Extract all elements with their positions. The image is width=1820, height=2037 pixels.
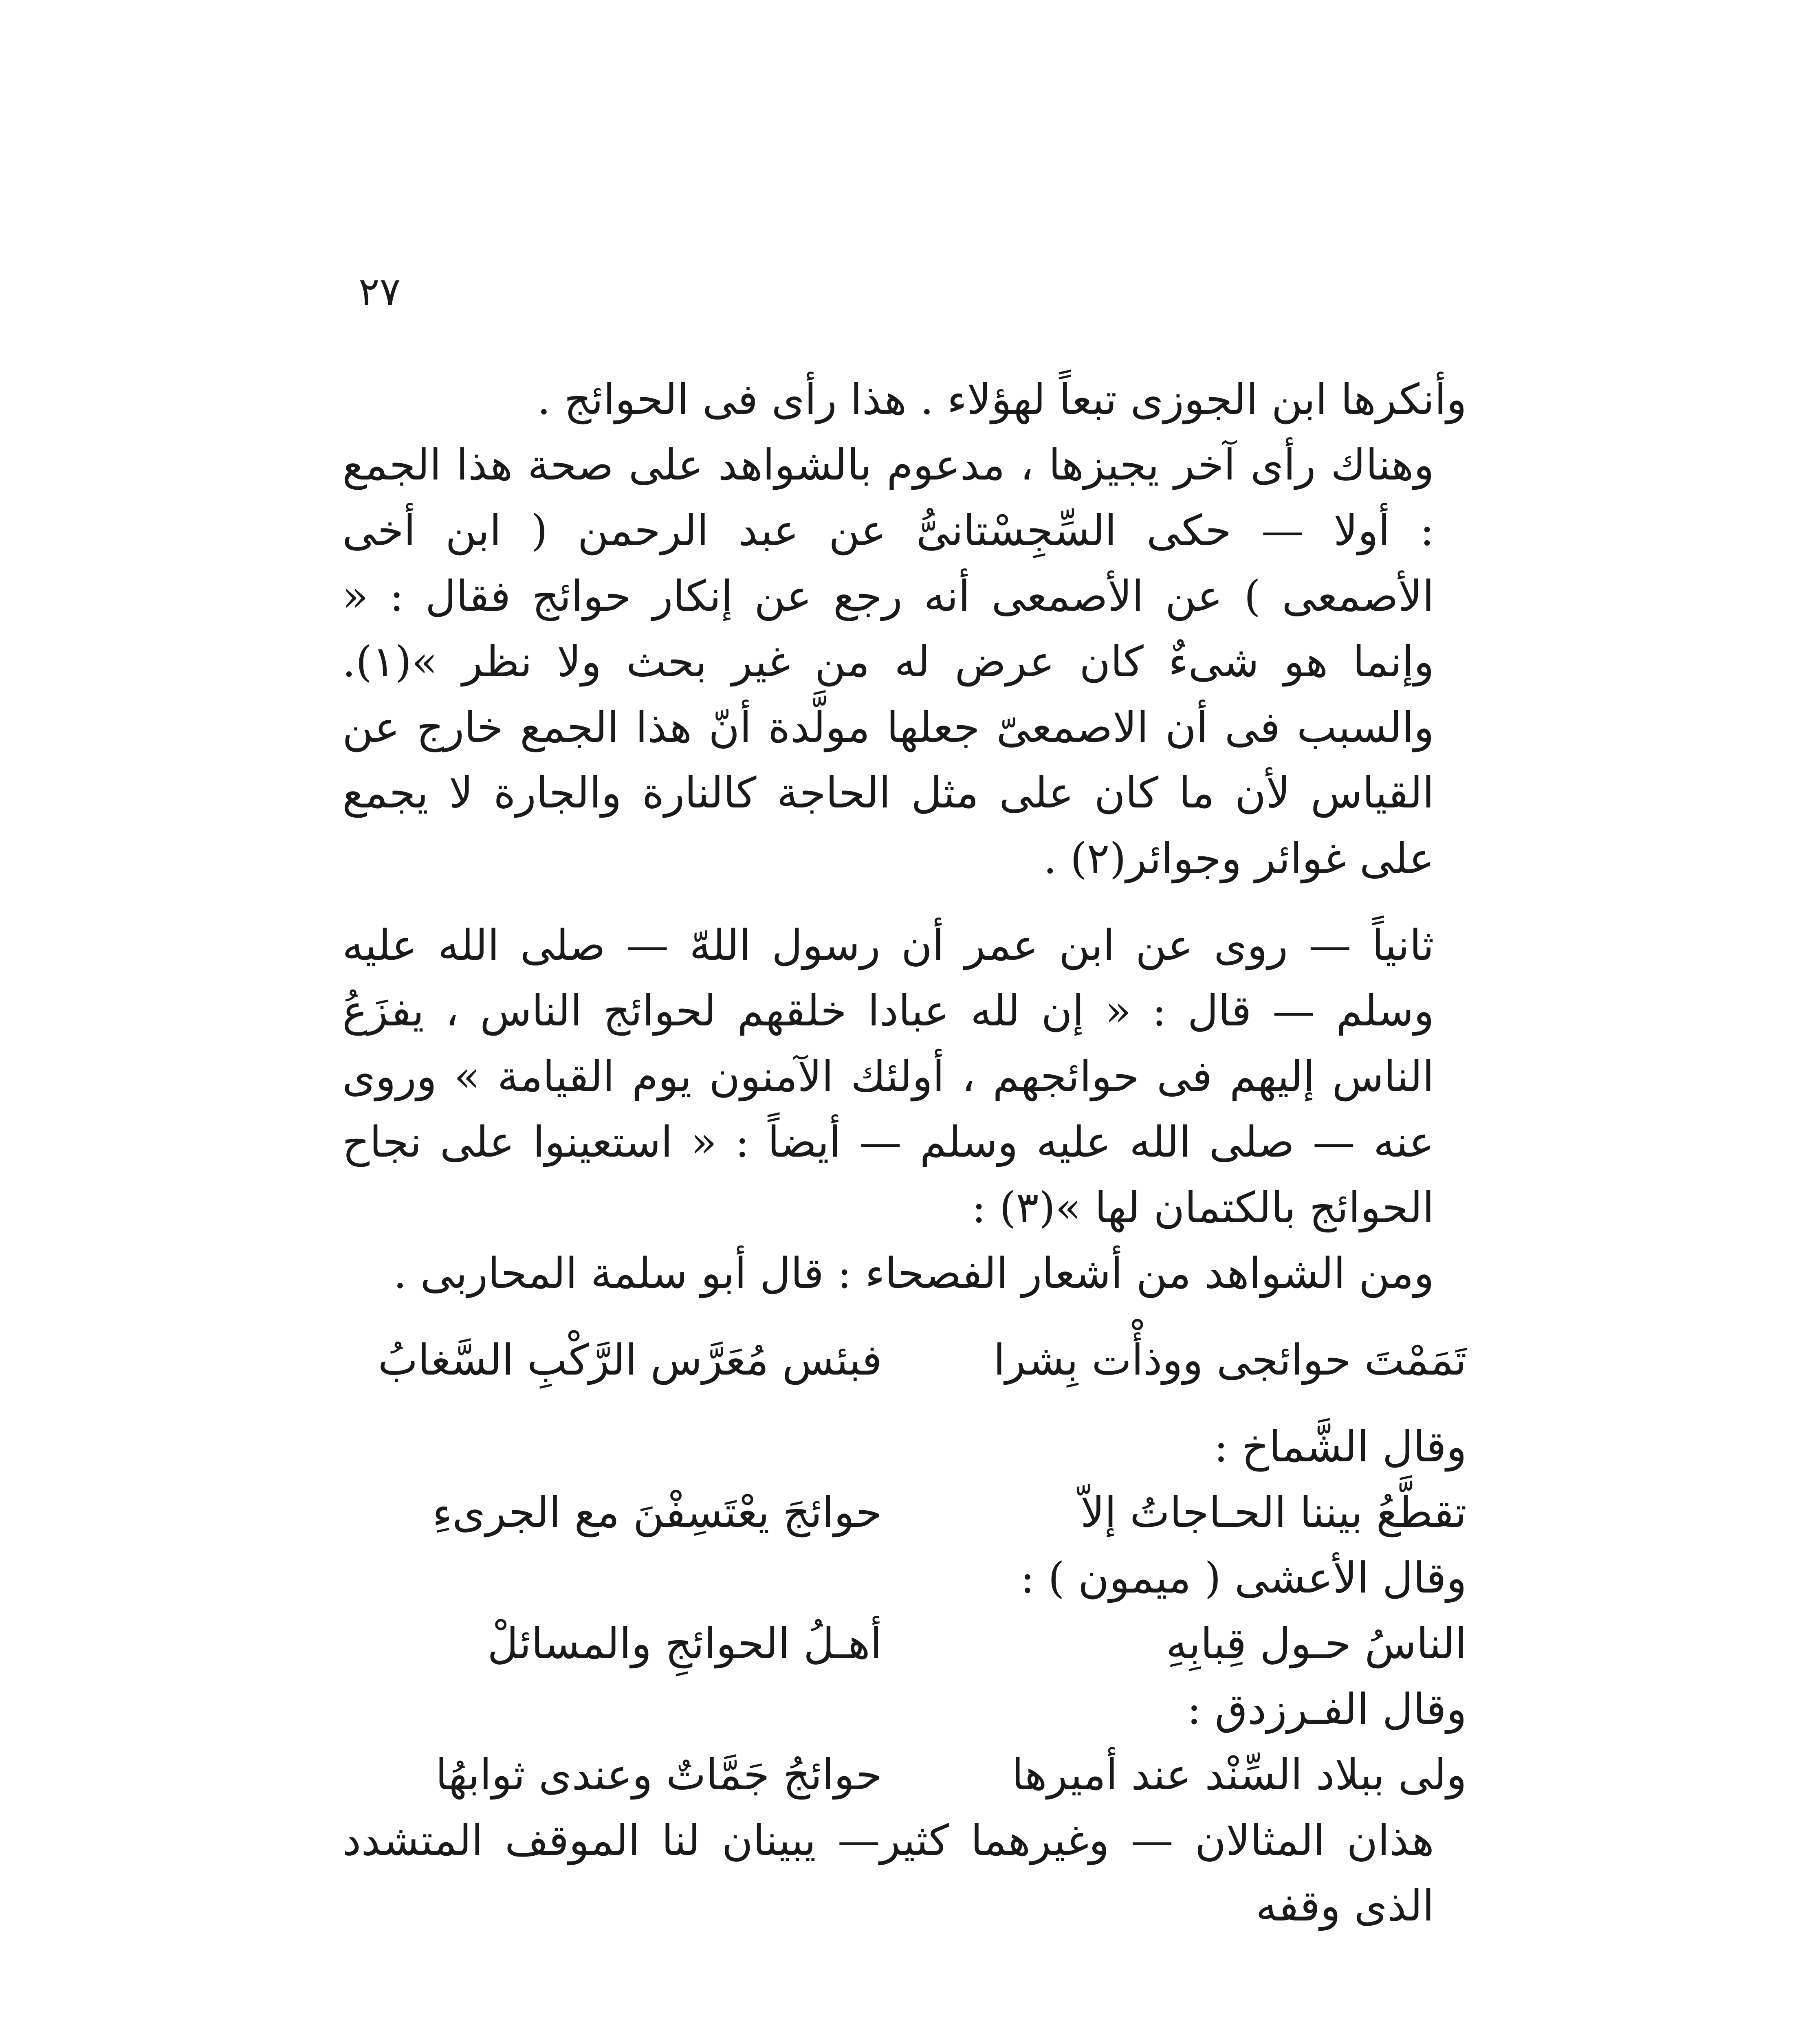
paragraph: هذان المثالان — وغيرهما كثير— يبينان لنا الموقف المتشدد الذى وقفه <box>342 1815 1434 1931</box>
paragraph: ثانياً — روى عن ابن عمر أن رسول اللهّ — صلى الله عليه وسلم — قال : « إن لله عبادا خلقهم لحوائج الناس ، يفزَعُ الناس إليهم فى حوائجهم ، أولئك الآمنون يوم القيامة » وروى عنه — صلى الله عليه وسلم — أيضاً : « استعينوا على نجاح الحوائج بالكتمان لها »(٣) : <box>342 920 1434 1232</box>
verse-hemistich: حوائجُ جَمَّاتٌ وعندى ثوابهُا <box>435 1750 882 1799</box>
verse-hemistich: ولى ببلاد السِّنْد عند أميرها <box>1012 1750 1467 1799</box>
verse-hemistich: حوائجَ يعْتَسِفْنَ مع الجرىءِ <box>432 1487 882 1537</box>
verse-hemistich: فبئس مُعَرَّس الرَّكْبِ السَّغابُ <box>378 1335 882 1385</box>
verse-intro: وقال الفـرزدق : <box>1187 1684 1467 1734</box>
verse-line <box>342 1742 1467 1808</box>
verse-hemistich: أهـلُ الحوائجِ والمسائلْ <box>487 1619 882 1668</box>
verse-intro: وقال الشَّماخ : <box>1214 1422 1467 1472</box>
verse-intro: وقال الأعشى ( ميمون ) : <box>1020 1553 1467 1603</box>
paragraph: ومن الشواهد من أشعار الفصحاء : قال أبو سلمة المحاربى . <box>393 1248 1434 1298</box>
paragraph: وهناك رأى آخر يجيزها ، مدعوم بالشواهد على صحة هذا الجمع : أولا — حكى السِّجِسْتانىُّ عن عبد الرحمن ( ابن أخى الأصمعى ) عن الأصمعى أنه رجع عن إنكار حوائج فقال : « وإنما هو شىءٌ كان عرض له من غير بحث ولا نظر »(١). والسبب فى أن الاصمعىّ جعلها مولَّدة أنّ هذا الجمع خارج عن القياس لأن ما كان على مثل الحاجة كالنارة والجارة لا يجمع على غوائر وجوائر(٢) . <box>342 440 1435 883</box>
paragraph: وأنكرها ابن الجوزى تبعاً لهؤلاء . هذا رأى فى الحوائج . <box>537 374 1467 424</box>
page-number: ٢٧ <box>359 269 401 315</box>
main-text <box>342 367 1467 1939</box>
verse-line <box>342 1611 1467 1676</box>
verse-hemistich: تَمَمْتَ حوائجى ووذأْت بِشرا <box>993 1335 1467 1385</box>
verse-hemistich: الناسُ حـول قِبابِهِ <box>1166 1619 1467 1668</box>
verse-line <box>342 1327 1467 1393</box>
verse-line <box>342 1480 1467 1545</box>
verse-hemistich: تقطَّعُ بيننا الحـاجاتُ إلاّ <box>1080 1487 1467 1537</box>
